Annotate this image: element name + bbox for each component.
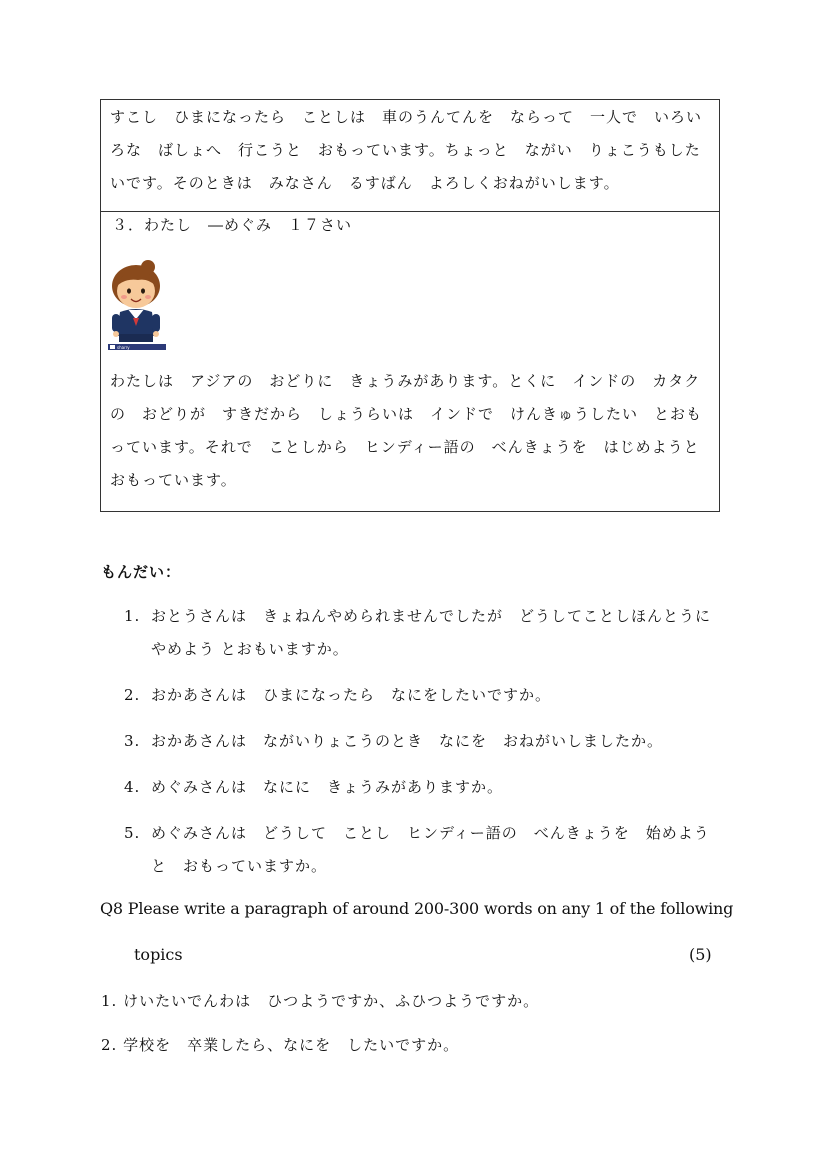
question-number: 2. <box>124 686 141 704</box>
question-number: 3. <box>124 732 141 750</box>
question-item <box>124 600 728 666</box>
q8-topic-1: 1. けいたいでんわは ひつようですか、ふひつようですか。 <box>101 992 540 1010</box>
question-item <box>124 679 724 712</box>
megumi-title: ３．わたし ―めぐみ １７さい <box>112 216 353 234</box>
question-text: めぐみさんは なにに きょうみがありますか。 <box>151 778 504 796</box>
question-number: 5. <box>124 824 141 842</box>
megumi-paragraph: わたしは アジアの おどりに きょうみがあります。とくに インドの カタクの おどりが すきだから しょうらいは インドで けんきゅうしたい とおもっています。それで ことしから ヒンディー語の べんきょうを はじめようと おもっています。 <box>110 372 716 489</box>
question-number: 4. <box>124 778 141 796</box>
mother-paragraph: すこし ひまになったら ことしは 車のうんてんを ならって 一人で いろいろな ばしょへ 行こうと おもっています。ちょっと ながい りょこうもしたいです。そのときは みなさん るすばん よろしくおねがいします。 <box>110 108 703 192</box>
schoolgirl-cartoon-icon <box>108 256 166 352</box>
mondai-heading: もんだい： <box>101 563 182 581</box>
question-text: おかあさんは ひまになったら なにをしたいですか。 <box>151 686 552 704</box>
reading-box-mother <box>100 99 720 212</box>
q8-topic-2: 2. 学校を 卒業したら、なにを したいですか。 <box>101 1036 460 1054</box>
question-number: 1. <box>124 607 141 625</box>
question-list <box>124 600 728 896</box>
q8-marks: (5) <box>689 945 712 964</box>
q8-instruction: Q8 Please write a paragraph of around 200-300 words on any 1 of the following <box>100 899 734 918</box>
question-text: おかあさんは ながいりょこうのとき なにを おねがいしましたか。 <box>151 732 664 750</box>
q8-topics-word: topics <box>134 945 183 964</box>
reading-box-megumi <box>100 211 720 512</box>
question-item <box>124 725 724 758</box>
question-item <box>124 771 724 804</box>
question-item <box>124 817 724 883</box>
question-text: おとうさんは きょねんやめられませんでしたが どうしてことしほんとうに やめよう とおもいますか。 <box>151 607 728 658</box>
question-text: めぐみさんは どうして ことし ヒンディー語の べんきょうを 始めようと おもっていますか。 <box>151 824 710 875</box>
avatar-tag: sharry <box>117 345 130 350</box>
